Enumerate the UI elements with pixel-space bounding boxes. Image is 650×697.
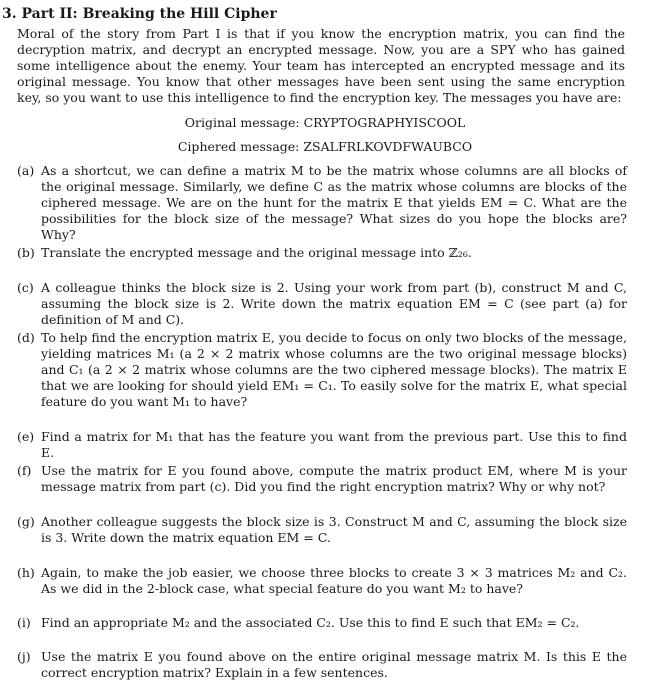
ciphered-message-line — [0, 139, 650, 154]
question-j — [17, 649, 627, 681]
question-text: A colleague thinks the block size is 2. Using your work from part (b), construct M and C, assuming the block size is 2. Write down the matrix equation EM = C (see part (a) for definition of M and C). — [41, 280, 627, 327]
original-message-value: CRYPTOGRAPHYISCOOL — [303, 115, 466, 130]
question-e — [17, 429, 627, 461]
ciphered-message-value: ZSALFRLKOVDFWAUBCO — [303, 139, 473, 154]
question-label: (i) — [17, 615, 31, 630]
question-text: Find an appropriate M₂ and the associated C₂. Use this to find E such that EM₂ = C₂. — [41, 615, 580, 630]
ciphered-message-label: Ciphered message: — [177, 139, 300, 154]
question-text: To help find the encryption matrix E, you decide to focus on only two blocks of the message, yielding matrices M₁ (a 2 × 2 matrix whose columns are the two original message blocks) and C₁ (a 2 × 2 matrix whose columns are the two ciphered message blocks). The matrix E that we are looking for should yield EM₁ = C₁. To easily solve for the matrix E, what special feature do you want M₁ to have? — [41, 330, 627, 409]
question-text: Use the matrix E you found above on the entire original message matrix M. Is this E the correct encryption matrix? Explain in a few sentences. — [41, 649, 627, 680]
question-label: (j) — [17, 649, 31, 664]
question-i — [17, 615, 627, 631]
question-label: (d) — [17, 330, 35, 345]
question-label: (c) — [17, 280, 34, 295]
question-label: (g) — [17, 514, 35, 529]
section-title: Part II: Breaking the Hill Cipher — [21, 6, 277, 22]
question-g — [17, 514, 627, 546]
question-a — [17, 163, 627, 243]
question-c — [17, 280, 627, 328]
question-label: (h) — [17, 565, 35, 580]
section-number: 3. — [2, 6, 17, 22]
question-b — [17, 245, 627, 261]
section-heading — [2, 6, 277, 22]
question-d — [17, 330, 627, 410]
question-label: (b) — [17, 245, 35, 260]
question-label: (a) — [17, 163, 35, 178]
question-text: Another colleague suggests the block size is 3. Construct M and C, assuming the block size is 3. Write down the matrix equation EM = C. — [41, 514, 627, 545]
question-text: As a shortcut, we can define a matrix M to be the matrix whose columns are all blocks of the original message. Similarly, we define C as the matrix whose columns are blocks of the ciphered message. We are on the hunt for the matrix E that yields EM = C. What are the possibilities for the block size of the message? What sizes do you hope the blocks are? Why? — [41, 163, 627, 242]
original-message-line — [0, 115, 650, 130]
question-label: (f) — [17, 463, 32, 478]
question-label: (e) — [17, 429, 35, 444]
question-h — [17, 565, 627, 597]
original-message-label: Original message: — [184, 115, 300, 130]
question-text: Again, to make the job easier, we choose three blocks to create 3 × 3 matrices M₂ and C₂. As we did in the 2-block case, what special feature do you want M₂ to have? — [41, 565, 627, 596]
question-f — [17, 463, 627, 495]
question-text: Use the matrix for E you found above, compute the matrix product EM, where M is your message matrix from part (c). Did you find the right encryption matrix? Why or why not? — [41, 463, 627, 494]
question-text: Find a matrix for M₁ that has the feature you want from the previous part. Use this to find E. — [41, 429, 627, 460]
question-text: Translate the encrypted message and the original message into ℤ₂₆. — [41, 245, 472, 260]
intro-paragraph: Moral of the story from Part I is that if you know the encryption matrix, you can find the decryption matrix, and decrypt an encrypted message. Now, you are a SPY who has gained some intelligence about the enemy. Your team has intercepted an encrypted message and its original message. You know that other messages have been sent using the same encryption key, so you want to use this intelligence to find the encryption key. The messages you have are: — [17, 26, 625, 105]
